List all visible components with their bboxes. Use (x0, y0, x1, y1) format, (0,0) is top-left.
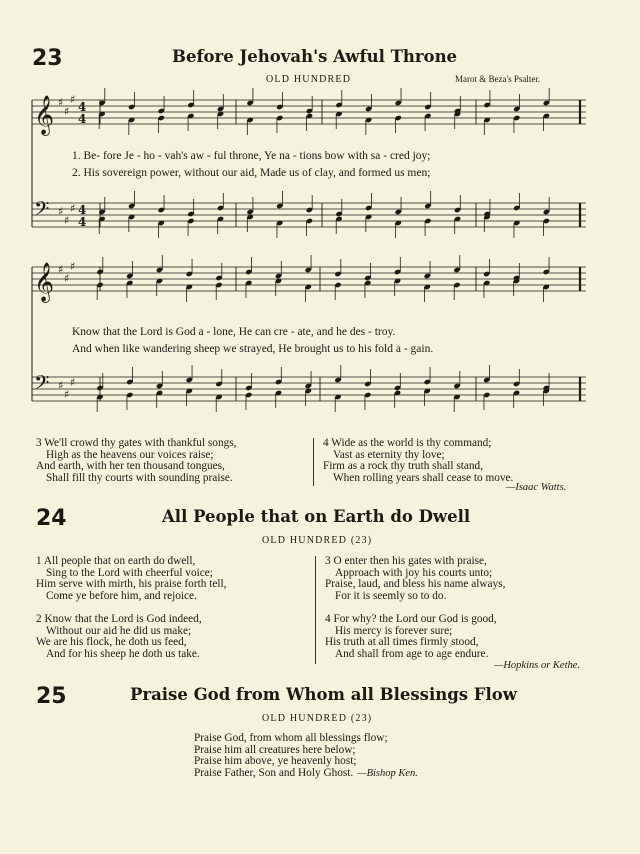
sharp-icon: ♯ (70, 376, 76, 389)
time-signature: 4 (78, 203, 87, 217)
sharp-icon: ♯ (58, 205, 64, 218)
time-signature: 4 (78, 112, 87, 126)
hymn23-verse4 (323, 438, 513, 484)
sharp-icon: ♯ (70, 202, 76, 215)
verse-line (194, 768, 418, 780)
verse-line: And earth, with her ten thousand tongues, (36, 460, 225, 473)
hymn23-attribution: —Isaac Watts. (506, 482, 567, 493)
treble-clef-icon: 𝄞 (34, 95, 55, 135)
bass-clef-icon: 𝄢 (34, 197, 50, 225)
tune-name-25: OLD HUNDRED (23) (262, 713, 373, 724)
verse-line: Sing to the Lord with cheerful voice; (46, 566, 213, 579)
verse-line: Vast as eternity thy love; (333, 448, 445, 461)
hymn24-verse1 (36, 556, 226, 602)
verse-line: When rolling years shall cease to move. (333, 471, 514, 484)
sharp-icon: ♯ (64, 214, 70, 227)
verse-line: Praise, laud, and bless his name always, (325, 578, 506, 591)
hymn-title-23: Before Jehovah's Awful Throne (172, 47, 458, 66)
sharp-icon: ♯ (70, 260, 76, 273)
hymn24-attribution: —Hopkins or Kethe. (494, 660, 581, 671)
verse-line: Come ye before him, and rejoice. (46, 589, 197, 602)
verse-line: And for his sheep he doth us take. (46, 647, 200, 660)
lyrics-system1-verse2: 2. His sovereign power, without our aid, Made us of clay, and formed us men; (72, 167, 431, 179)
verse-line: Approach with joy his courts unto; (335, 566, 493, 579)
sharp-icon: ♯ (64, 272, 70, 285)
column-divider (313, 438, 314, 486)
verse-line: And shall from age to age endure. (335, 647, 489, 660)
verse-line: 3 O enter then his gates with praise, (325, 555, 487, 567)
lyrics-system2-verse1: Know that the Lord is God a - lone, He can cre - ate, and he des - troy. (72, 326, 396, 338)
bass-clef-icon: 𝄢 (34, 371, 50, 399)
verse-line: Firm as a rock thy truth shall stand, (323, 460, 484, 473)
verse-line: Praise him above, ye heavenly host; (194, 755, 357, 768)
verse-line: 4 For why? the Lord our God is good, (325, 613, 497, 625)
hymn-title-24: All People that on Earth do Dwell (162, 507, 471, 526)
hymn-number-23: 23 (32, 46, 63, 71)
verse-line: Praise him all creatures here below; (194, 743, 356, 756)
verse-line: High as the heavens our voices raise; (46, 448, 214, 461)
verse-line: Him serve with mirth, his praise forth tell, (36, 578, 227, 591)
sharp-icon: ♯ (58, 96, 64, 109)
hymn24-verse2 (36, 614, 202, 660)
verse-line: Praise God, from whom all blessings flow; (194, 732, 388, 744)
hymn25-doxology (194, 733, 418, 779)
tune-name-24: OLD HUNDRED (23) (262, 535, 373, 546)
hymn24-verse4 (325, 614, 497, 660)
treble-clef-icon: 𝄞 (34, 262, 55, 302)
verse-line: Shall fill thy courts with sounding praise. (46, 471, 233, 484)
verse-line: For it is seemly so to do. (335, 589, 447, 602)
tune-source-23: Marot & Beza's Psalter. (455, 74, 541, 84)
column-divider (315, 556, 316, 664)
verse-line: 1 All people that on earth do dwell, (36, 555, 196, 567)
hymn-number-25: 25 (36, 684, 67, 709)
time-signature: 4 (78, 100, 87, 114)
lyrics-system2-verse2: And when like wandering sheep we strayed, He brought us to his fold a - gain. (72, 343, 434, 355)
hymn-title-25: Praise God from Whom all Blessings Flow (130, 685, 517, 704)
hymn23-verse3 (36, 438, 236, 484)
sharp-icon: ♯ (58, 379, 64, 392)
verse-line: His truth at all times firmly stood, (325, 636, 479, 649)
sharp-icon: ♯ (70, 93, 76, 106)
sharp-icon: ♯ (58, 263, 64, 276)
sharp-icon: ♯ (64, 105, 70, 118)
hymn-number-24: 24 (36, 506, 67, 531)
verse-line: Without our aid he did us make; (46, 624, 192, 637)
hymn25-attribution: —Bishop Ken. (357, 767, 418, 779)
doxology-last-line: Praise Father, Son and Holy Ghost. (194, 766, 354, 779)
verse-line: His mercy is forever sure; (335, 624, 453, 637)
sharp-icon: ♯ (64, 388, 70, 401)
verse-line: 2 Know that the Lord is God indeed, (36, 613, 202, 625)
tune-name-23: OLD HUNDRED (266, 74, 352, 85)
lyrics-system1-verse1: 1. Be- fore Je - ho - vah's aw - ful throne, Ye na - tions bow with sa - cred joy; (72, 150, 431, 162)
time-signature: 4 (78, 215, 87, 229)
verse-line: We are his flock, he doth us feed, (36, 636, 187, 649)
verse-line: 4 Wide as the world is thy command; (323, 437, 492, 449)
hymn24-verse3 (325, 556, 505, 602)
verse-line: 3 We'll crowd thy gates with thankful songs, (36, 437, 237, 449)
